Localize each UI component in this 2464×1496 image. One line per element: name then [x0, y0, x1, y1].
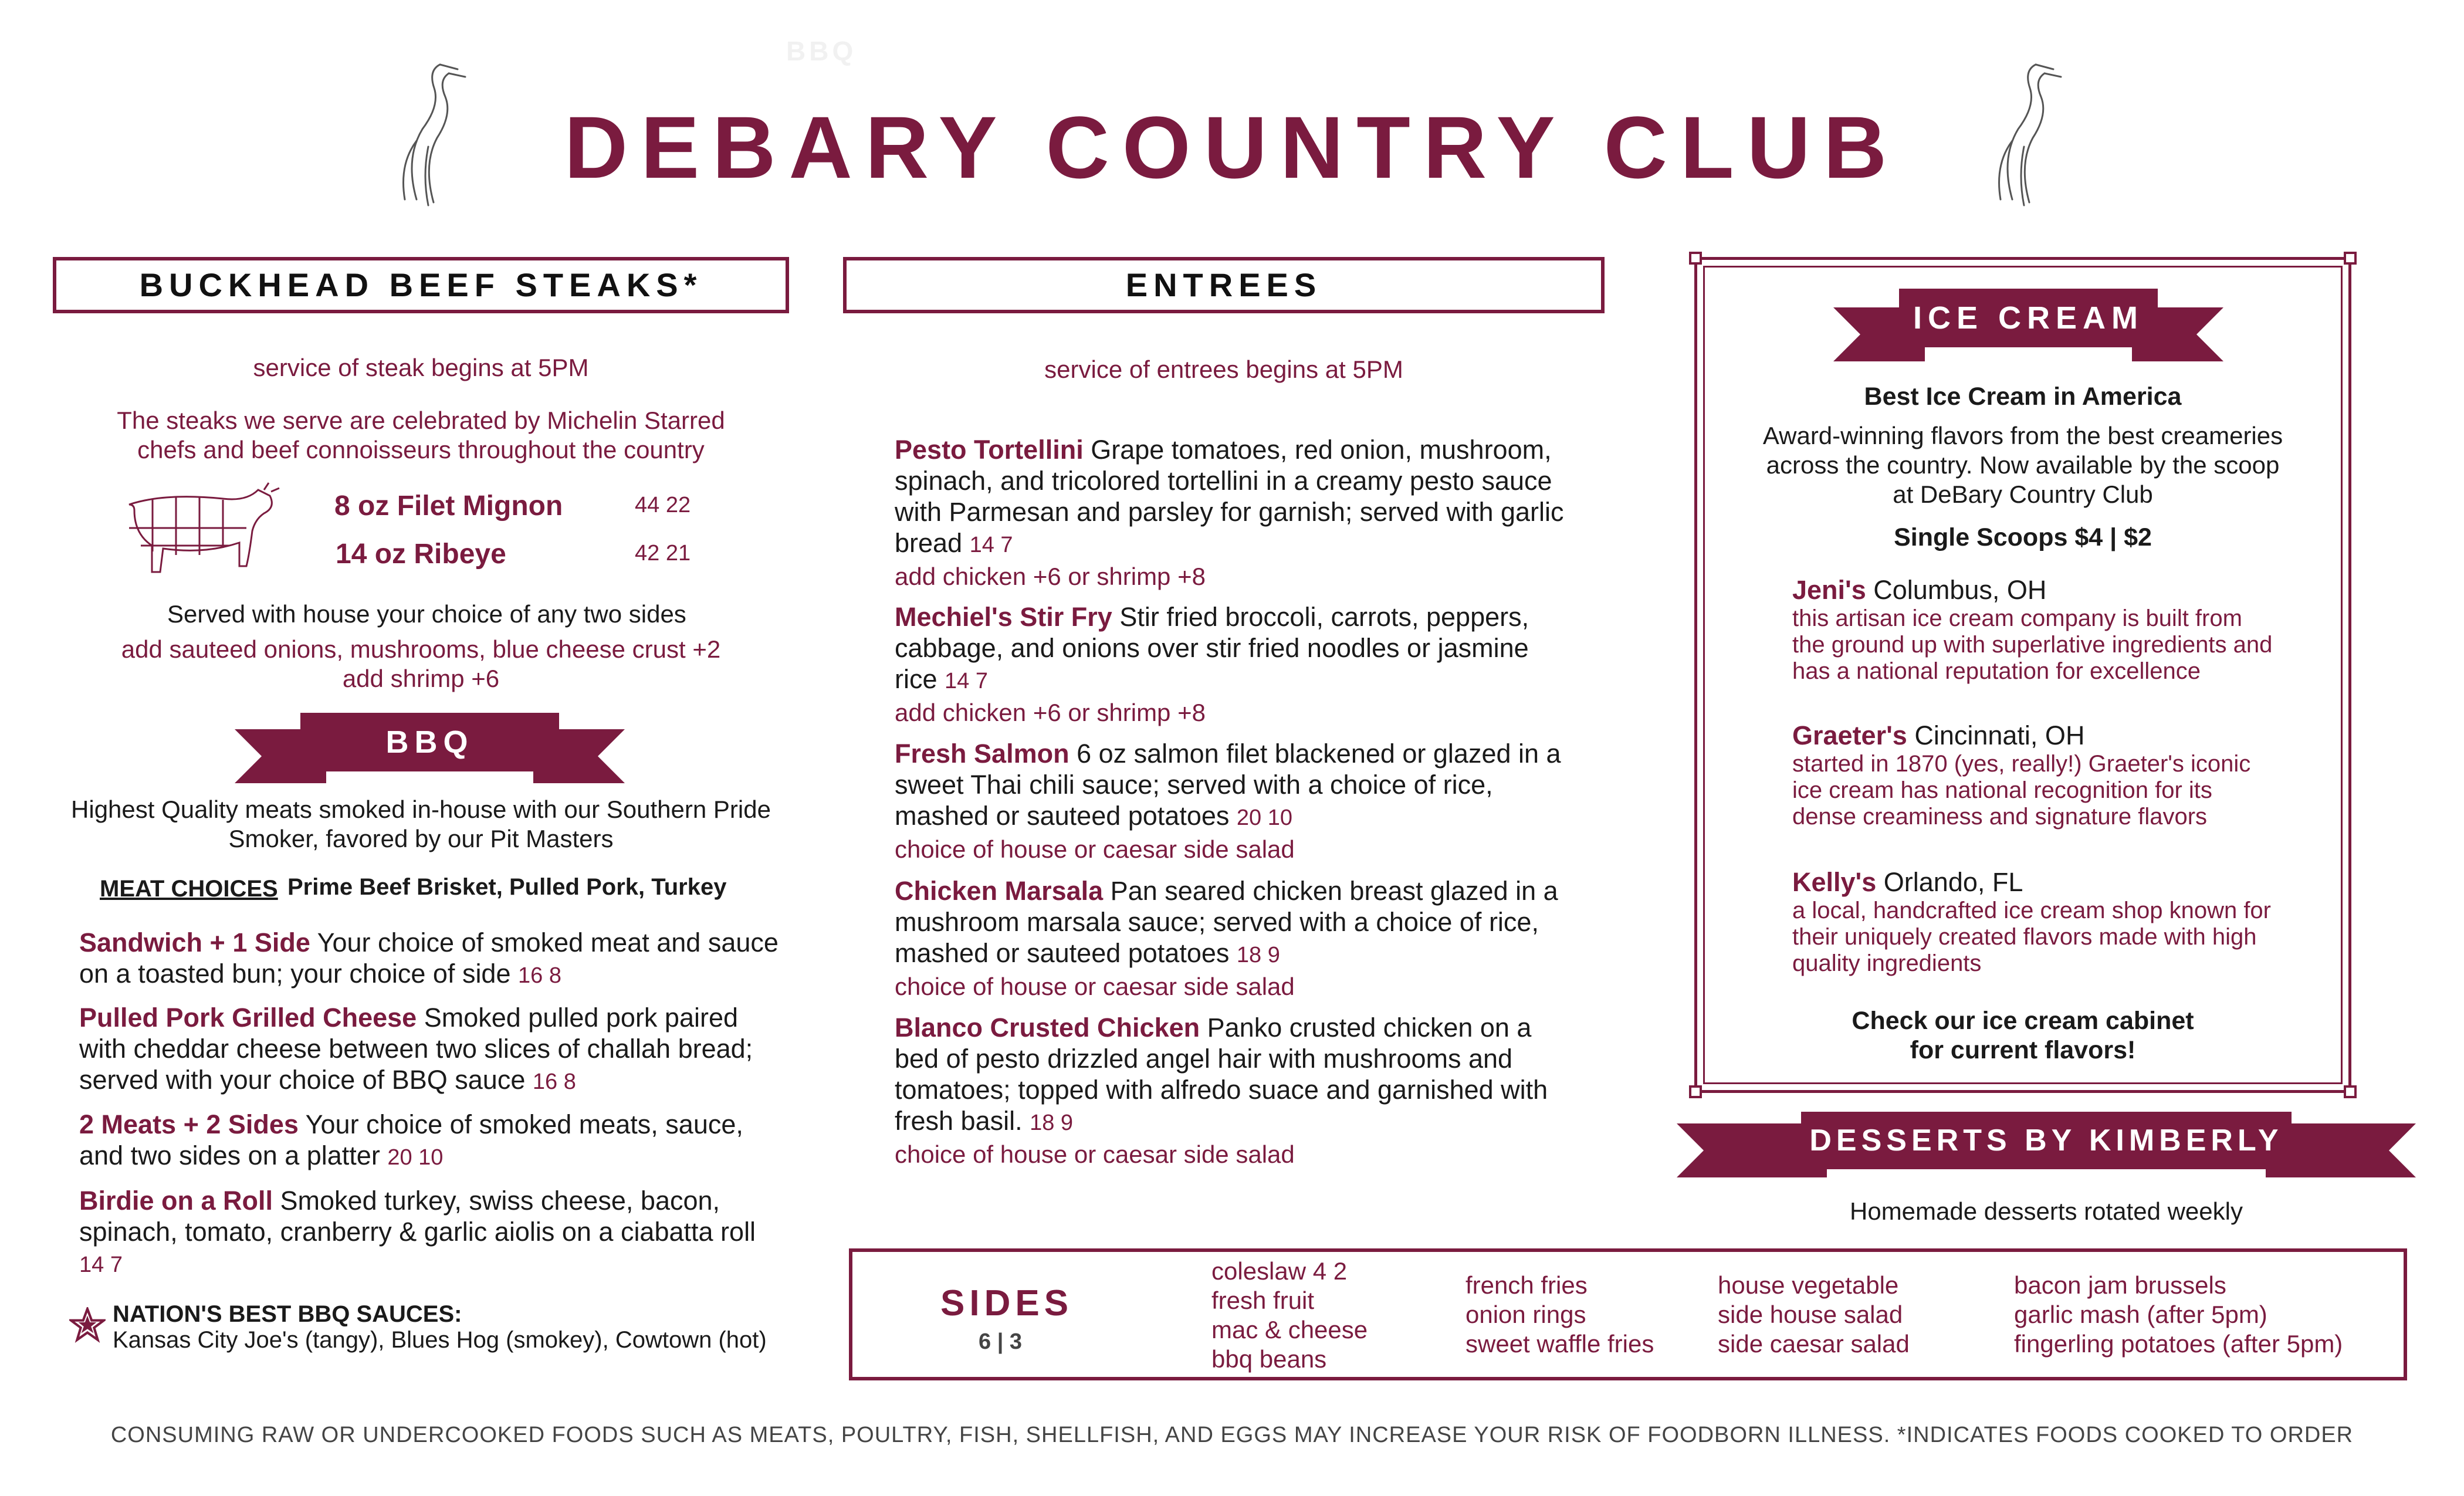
entree-item-price: 14 7 — [969, 533, 1013, 557]
ice-cream-heading: ICE CREAM — [1899, 289, 2158, 347]
steaks-intro-line-1: The steaks we serve are celebrated by Michelin Starred — [117, 407, 725, 434]
side-item: house vegetable — [1718, 1271, 1899, 1299]
ice-cream-intro-2: across the country. Now available by the scoop — [1766, 451, 2280, 479]
brand-place: Cincinnati, OH — [1907, 720, 2085, 750]
ice-cream-subtitle: Best Ice Cream in America — [1864, 383, 2182, 411]
bbq-item-desc: Your choice of smoked meat and sauce on a toasted bun; your choice of side — [79, 928, 779, 989]
brand-name: Jeni's — [1792, 575, 1866, 605]
steaks-intro-line-2: chefs and beef connoisseurs throughout the country — [137, 436, 705, 463]
bbq-item-name: 2 Meats + 2 Sides — [79, 1109, 299, 1139]
desserts-ribbon — [1677, 1112, 2416, 1176]
brand-place: Orlando, FL — [1876, 867, 2023, 897]
sides-box — [849, 1248, 2407, 1380]
sides-col-2 — [1465, 1271, 1654, 1359]
steaks-served-text: Served with house your choice of any two sides — [167, 600, 686, 628]
bbq-intro-line-2: Smoker, favored by our Pit Masters — [228, 825, 614, 852]
bbq-heading: BBQ — [300, 713, 559, 771]
meat-choices-list: Prime Beef Brisket, Pulled Pork, Turkey — [287, 874, 727, 900]
sides-col-4 — [2014, 1271, 2343, 1359]
entree-item-price: 20 10 — [1236, 805, 1292, 830]
brand-name: Kelly's — [1792, 867, 1877, 897]
entree-item-pesto — [895, 434, 1587, 592]
bbq-item-desc: Your choice of smoked meats, sauce, and two sides on a platter — [79, 1109, 743, 1170]
side-item: sweet waffle fries — [1465, 1330, 1654, 1358]
bbq-item-name: Birdie on a Roll — [79, 1186, 273, 1216]
bbq-item-name: Sandwich + 1 Side — [79, 928, 310, 957]
desserts-heading: DESSERTS BY KIMBERLY — [1801, 1112, 2292, 1169]
beef-cuts-cow-icon — [117, 481, 287, 598]
side-item: side house salad — [1718, 1301, 1903, 1328]
bbq-intro-line-1: Highest Quality meats smoked in-house with our Southern Pride — [71, 796, 771, 823]
entree-item-addon: add chicken +6 or shrimp +8 — [895, 699, 1206, 726]
steak-item-filet-price: 44 22 — [635, 493, 691, 517]
ice-cream-brand-graeters — [1792, 720, 2273, 830]
side-item: mac & cheese — [1211, 1316, 1368, 1343]
entree-item-desc: Panko crusted chicken on a bed of pesto drizzled angel hair with mushrooms and tomatoes; topped with alfredo suace and garnished with fresh basil. — [895, 1013, 1548, 1136]
bbq-item-name: Pulled Pork Grilled Cheese — [79, 1003, 417, 1033]
bbq-item-price: 16 8 — [518, 963, 561, 988]
entree-item-addon: choice of house or caesar side salad — [895, 1140, 1295, 1168]
entree-item-price: 18 9 — [1030, 1111, 1074, 1135]
footer-disclaimer: CONSUMING RAW OR UNDERCOOKED FOODS SUCH AS MEATS, POULTRY, FISH, SHELLFISH, AND EGGS MAY INCREASE YOUR RISK OF FOODBORN ILLNESS. *INDICATES FOODS COOKED TO ORDER — [110, 1423, 2354, 1447]
entree-item-desc: Grape tomatoes, red onion, mushroom, spinach, and tricolored tortellini in a creamy pesto sauce with Parmesan and parsley for garnish; served with garlic bread — [895, 435, 1564, 558]
side-item: fingerling potatoes (after 5pm) — [2014, 1330, 2343, 1358]
brand-desc: a local, handcrafted ice cream shop known for their uniquely created flavors made with high quality ingredients — [1792, 898, 2271, 976]
entree-item-price: 14 7 — [945, 669, 988, 693]
entree-item-salmon — [895, 738, 1569, 865]
entree-item-name: Chicken Marsala — [895, 876, 1104, 906]
side-item: french fries — [1465, 1271, 1588, 1299]
star-icon — [69, 1307, 106, 1343]
entree-item-price: 18 9 — [1236, 943, 1280, 967]
entrees-heading: ENTREES — [843, 257, 1605, 313]
ice-cream-scoops-price: Single Scoops $4 | $2 — [1894, 523, 2152, 551]
ice-cream-cta-1: Check our ice cream cabinet — [1852, 1007, 2194, 1035]
entree-item-name: Mechiel's Stir Fry — [895, 602, 1112, 632]
sides-col-3 — [1718, 1271, 1910, 1359]
bbq-item-grilled-cheese — [79, 1002, 786, 1098]
bbq-item-price: 14 7 — [79, 1253, 123, 1277]
steak-item-ribeye-price: 42 21 — [635, 541, 691, 566]
entree-item-desc: 6 oz salmon filet blackened or glazed in a sweet Thai chili sauce; served with a choice of rice, mashed or sauteed potatoes — [895, 739, 1561, 831]
bbq-item-desc: Smoked pulled pork paired with cheddar cheese between two slices of challah bread; served with your choice of BBQ sauce — [79, 1003, 753, 1095]
bbq-item-two-meats — [79, 1109, 783, 1173]
entrees-service: service of entrees begins at 5PM — [1044, 356, 1403, 383]
side-item: onion rings — [1465, 1301, 1586, 1328]
brand-desc: started in 1870 (yes, really!) Graeter's iconic ice cream has national recognition for its dense creaminess and signature flavors — [1792, 751, 2251, 830]
steaks-service: service of steak begins at 5PM — [253, 354, 589, 381]
entree-item-marsala — [895, 875, 1569, 1002]
entree-item-addon: add chicken +6 or shrimp +8 — [895, 563, 1206, 590]
ice-cream-ribbon — [1833, 289, 2223, 359]
bbq-sauces-list: Kansas City Joe's (tangy), Blues Hog (smokey), Cowtown (hot) — [113, 1327, 767, 1353]
bbq-item-desc: Smoked turkey, swiss cheese, bacon, spinach, tomato, cranberry & garlic aiolis on a ciabatta roll — [79, 1186, 756, 1247]
ghost-watermark-text: BBQ — [786, 36, 857, 66]
entree-item-addon: choice of house or caesar side salad — [895, 835, 1295, 863]
bbq-item-price: 20 10 — [387, 1145, 444, 1170]
entree-item-name: Fresh Salmon — [895, 739, 1069, 769]
sides-price: 6 | 3 — [979, 1329, 1023, 1354]
ice-cream-intro-3: at DeBary Country Club — [1893, 480, 2153, 508]
ice-cream-brand-kellys — [1792, 867, 2273, 977]
steaks-addon-1: add sauteed onions, mushrooms, blue cheese crust +2 — [121, 635, 721, 663]
entree-item-desc: Stir fried broccoli, carrots, peppers, cabbage, and onions over stir fried noodles or jasmine rice — [895, 602, 1529, 694]
brand-place: Columbus, OH — [1866, 575, 2047, 605]
brand-desc: this artisan ice cream company is built from the ground up with superlative ingredients and has a national reputation for excellence — [1792, 605, 2273, 684]
side-item: bbq beans — [1211, 1345, 1327, 1373]
side-item: garlic mash (after 5pm) — [2014, 1301, 2267, 1328]
bbq-item-birdie — [79, 1185, 760, 1281]
entree-item-desc: Pan seared chicken breast glazed in a mushroom marsala sauce; served with a choice of rice, mashed or sauteed potatoes — [895, 876, 1558, 968]
ice-cream-brand-jenis — [1792, 575, 2273, 685]
steaks-intro — [53, 406, 789, 465]
meat-choices-label: MEAT CHOICES — [100, 876, 278, 902]
steaks-addon-2: add shrimp +6 — [342, 665, 500, 692]
side-item: bacon jam brussels — [2014, 1271, 2226, 1299]
entree-item-name: Pesto Tortellini — [895, 435, 1084, 465]
sides-col-1 — [1211, 1257, 1368, 1374]
page-title: DEBARY COUNTRY CLUB — [564, 98, 1900, 197]
brand-name: Graeter's — [1792, 720, 1907, 750]
side-item: coleslaw 4 2 — [1211, 1257, 1348, 1285]
steaks-heading: BUCKHEAD BEEF STEAKS* — [53, 257, 789, 313]
bbq-sauces-title: NATION'S BEST BBQ SAUCES: — [113, 1301, 462, 1327]
ice-cream-cta-2: for current flavors! — [1910, 1036, 2136, 1064]
ice-cream-intro-1: Award-winning flavors from the best creameries — [1762, 422, 2283, 449]
bbq-ribbon — [235, 713, 625, 783]
bbq-item-sandwich — [79, 927, 783, 991]
entree-item-name: Blanco Crusted Chicken — [895, 1013, 1200, 1043]
desserts-text: Homemade desserts rotated weekly — [1850, 1197, 2243, 1225]
steak-item-ribeye-name: 14 oz Ribeye — [336, 539, 506, 570]
side-item: fresh fruit — [1211, 1287, 1315, 1314]
steak-item-filet-name: 8 oz Filet Mignon — [334, 490, 563, 522]
entree-item-stir-fry — [895, 601, 1563, 728]
bbq-item-price: 16 8 — [532, 1069, 576, 1094]
side-item: side caesar salad — [1718, 1330, 1910, 1358]
entree-item-addon: choice of house or caesar side salad — [895, 973, 1295, 1000]
entree-item-blanco — [895, 1012, 1563, 1170]
sides-heading: SIDES — [940, 1283, 1074, 1324]
